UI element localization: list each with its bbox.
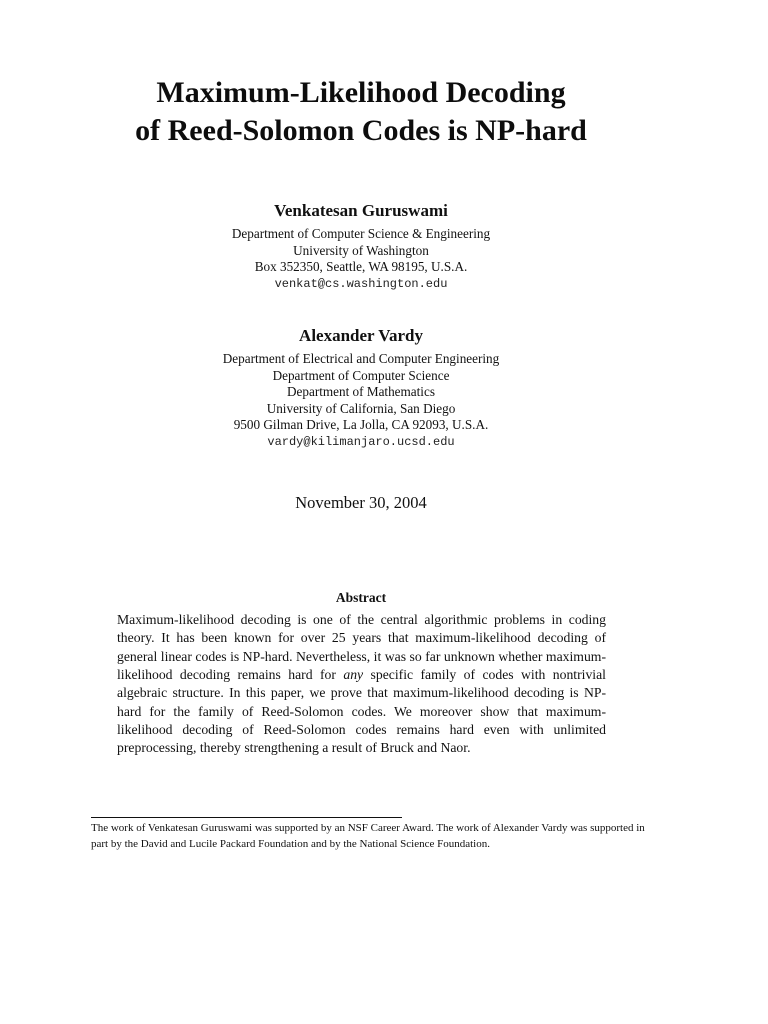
abstract-heading: Abstract [335,590,387,605]
affiliation-line: University of Washington [293,242,429,258]
abstract-text: specific family of codes with nontrivial algebraic structure. In this paper, we prove that maximum-likelihood decoding is NP-hard for the family of Reed-Solomon codes. We moreover show that maximum-likelihood decoding of Reed-Solomon codes remains hard even with unlimited preprocessing, thereby strengthening a result of Bruck and Naor. [117,667,606,756]
abstract-body [117,611,606,758]
author-name: Venkatesan Guruswami [274,201,448,220]
abstract-emphasis: any [343,667,364,683]
affiliation-line: Box 352350, Seattle, WA 98195, U.S.A. [254,259,468,274]
footnote-rule [91,817,402,818]
author-email: venkat@cs.washington.edu [274,276,448,291]
author-block-guruswami [0,201,722,292]
affiliation-line: Department of Mathematics [287,384,435,399]
affiliation-line: 9500 Gilman Drive, La Jolla, CA 92093, U.S.A. [233,417,489,432]
title-line-2: of Reed-Solomon Codes is NP-hard [135,114,587,147]
affiliation-line: University of California, San Diego [266,400,456,416]
author-name: Alexander Vardy [299,326,423,345]
paper-title [0,74,722,150]
affiliation-line: Department of Electrical and Computer Engineering [222,351,500,366]
footnote: The work of Venkatesan Guruswami was supported by an NSF Career Award. The work of Alexander Vardy was supported in part by the David and Lucile Packard Foundation and by the National Science Foundation. [91,822,645,850]
affiliation-line: Department of Computer Science [272,367,450,383]
abstract-text: Maximum-likelihood decoding is one of the central algorithmic problems in coding theory. It has been known for over 25 years that maximum-likelihood decoding of general linear codes is NP-hard. Nevertheless, it was so far unknown whether maximum-likelihood decoding remains hard for [117,612,606,683]
affiliation-line: Department of Computer Science & Engineering [231,226,491,241]
paper-date: November 30, 2004 [295,493,427,512]
title-line-1: Maximum-Likelihood Decoding [156,76,566,109]
author-block-vardy [0,326,722,450]
author-email: vardy@kilimanjaro.ucsd.edu [267,434,455,449]
